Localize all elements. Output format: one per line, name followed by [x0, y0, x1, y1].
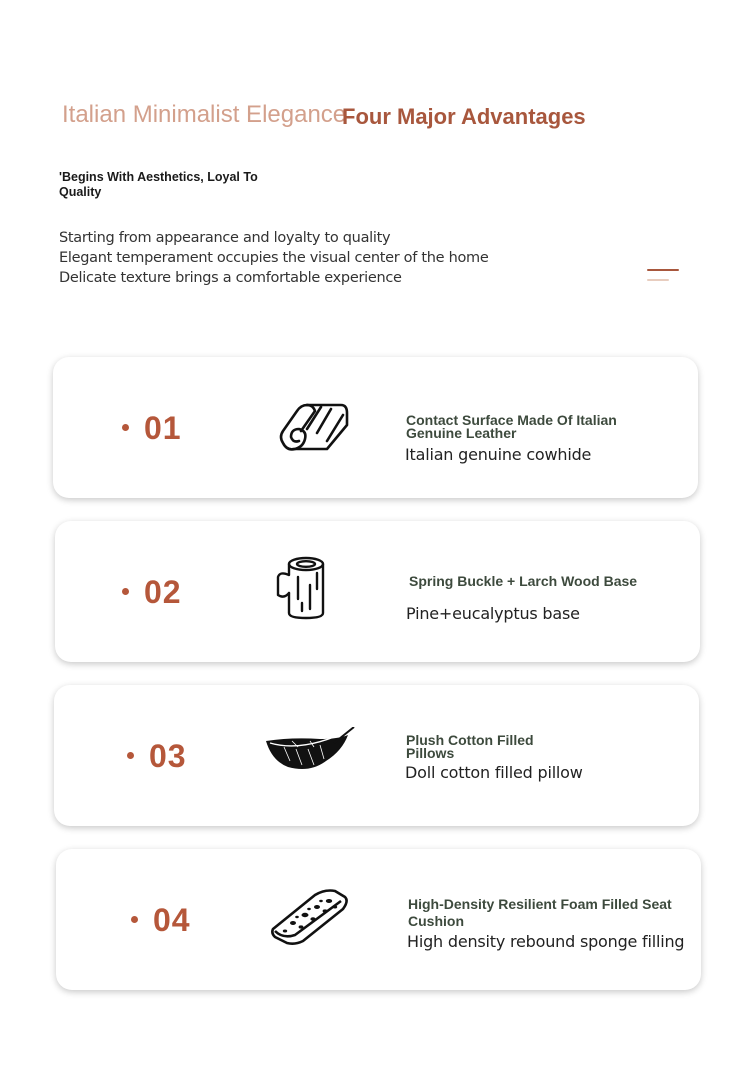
- feature-title: High-Density Resilient Foam Filled Seat Cushion: [408, 896, 672, 929]
- feature-number: 03: [149, 738, 187, 774]
- feature-number: 04: [153, 902, 191, 938]
- feature-subtitle: Italian genuine cowhide: [405, 445, 592, 464]
- subtitle: 'Begins With Aesthetics, Loyal To Quality: [59, 170, 258, 199]
- feature-card-1: [53, 357, 698, 498]
- decorative-line-light: [647, 279, 669, 281]
- description-line: Delicate texture brings a comfortable experience: [59, 270, 402, 286]
- bullet-dot: [127, 752, 134, 759]
- bullet-dot: [131, 916, 138, 923]
- feature-subtitle: High density rebound sponge filling: [407, 932, 685, 951]
- page-title: Italian Minimalist Elegance: [62, 101, 347, 128]
- feature-card-4: [56, 849, 701, 990]
- bullet-dot: [122, 588, 129, 595]
- bullet-dot: [122, 424, 129, 431]
- feature-icon: [264, 727, 356, 773]
- section-title: Four Major Advantages: [342, 104, 586, 129]
- feature-number: 02: [144, 574, 182, 610]
- decorative-lines: [647, 269, 679, 283]
- sponge-icon: [269, 887, 351, 947]
- decorative-line-dark: [647, 269, 679, 271]
- leather-roll-icon: [277, 399, 349, 455]
- wood-log-icon: [274, 555, 330, 621]
- description-line: Starting from appearance and loyalty to quality: [59, 230, 391, 246]
- feature-number: 01: [144, 410, 182, 446]
- feature-title: Spring Buckle + Larch Wood Base: [409, 573, 638, 589]
- feature-card-3: [54, 685, 699, 826]
- feature-title: Plush Cotton Filled Pillows: [406, 732, 534, 761]
- description-line: Elegant temperament occupies the visual center of the home: [59, 250, 489, 266]
- feature-title: Contact Surface Made Of Italian Genuine Leather: [406, 412, 617, 441]
- feature-subtitle: Pine+eucalyptus base: [406, 604, 580, 623]
- feature-card-2: [55, 521, 700, 662]
- feature-subtitle: Doll cotton filled pillow: [405, 763, 583, 782]
- description: [59, 228, 488, 288]
